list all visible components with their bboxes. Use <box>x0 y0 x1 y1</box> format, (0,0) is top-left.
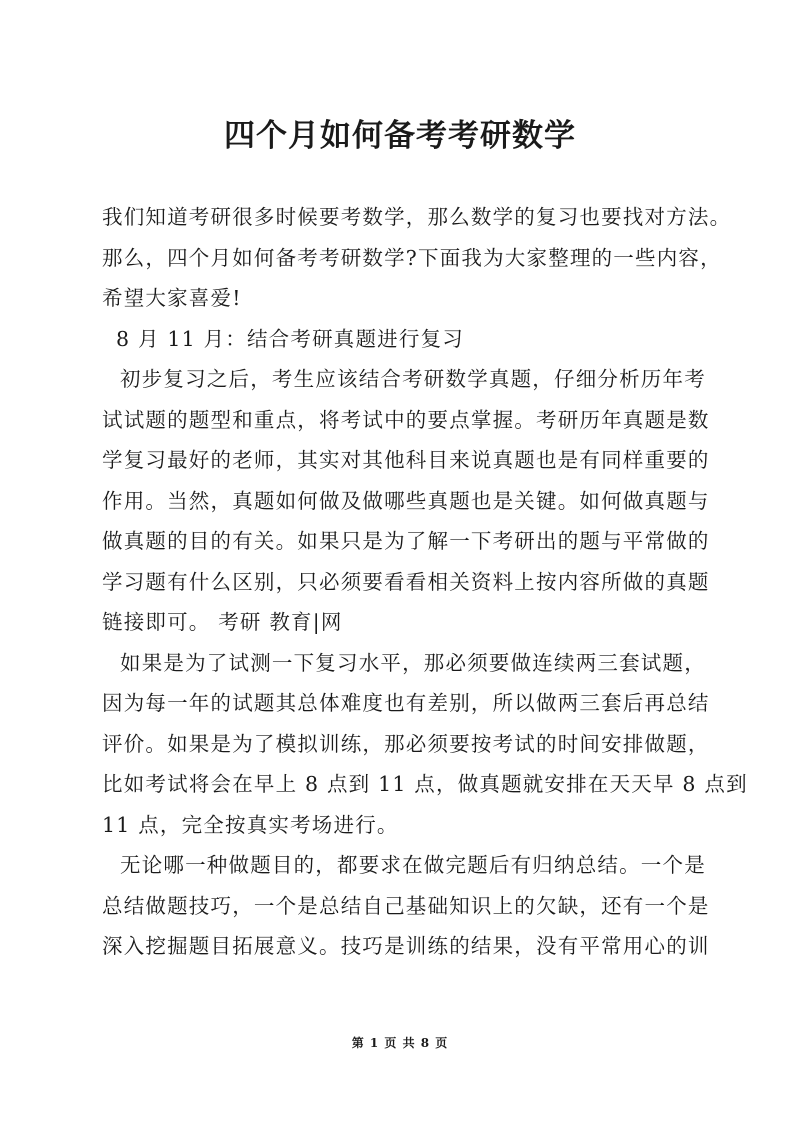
paragraph-line: 11 点，完全按真实考场进行。 <box>102 812 399 837</box>
paragraph-line: 链接即可。 考研 教育|网 <box>102 610 343 634</box>
document-title: 四个月如何备考考研数学 <box>224 118 576 154</box>
paragraph-line: 作用。当然，真题如何做及做哪些真题也是关键。如何做真题与 <box>102 488 710 513</box>
paragraph-line: 评价。如果是为了模拟训练，那必须要按考试的时间安排做题， <box>102 731 710 756</box>
page-footer: 第 1 页 共 8 页 <box>351 1036 449 1050</box>
paragraph-line: 学习题有什么区别，只必须要看看相关资料上按内容所做的真题 <box>102 569 710 594</box>
paragraph-line: 因为每一年的试题其总体难度也有差别，所以做两三套后再总结 <box>102 691 710 715</box>
paragraph-line: 比如考试将会在早上 8 点到 11 点，做真题就安排在天天早 8 点到 <box>102 772 748 796</box>
paragraph-line: 总结做题技巧，一个是总结自己基础知识上的欠缺，还有一个是 <box>102 893 710 918</box>
paragraph-line: 做真题的目的有关。如果只是为了解一下考研出的题与平常做的 <box>102 529 710 553</box>
paragraph-line: 那么，四个月如何备考考研数学?下面我为大家整理的一些内容， <box>102 245 722 270</box>
paragraph-line: 试试题的题型和重点，将考试中的要点掌握。考研历年真题是数 <box>102 407 710 432</box>
section-heading: 8 月 11 月：结合考研真题进行复习 <box>116 326 464 351</box>
paragraph-line: 如果是为了试测一下复习水平，那必须要做连续两三套试题， <box>120 650 706 675</box>
paragraph-line: 我们知道考研很多时候要考数学，那么数学的复习也要找对方法。 <box>102 205 732 229</box>
document-body <box>102 197 748 967</box>
paragraph-line: 初步复习之后，考生应该结合考研数学真题，仔细分析历年考 <box>120 367 706 391</box>
paragraph-line: 无论哪一种做题目的，都要求在做完题后有归纳总结。一个是 <box>120 853 706 877</box>
paragraph-line: 学复习最好的老师，其实对其他科目来说真题也是有同样重要的 <box>102 448 710 472</box>
paragraph-line: 深入挖掘题目拓展意义。技巧是训练的结果，没有平常用心的训 <box>102 934 710 958</box>
paragraph-line: 希望大家喜爱! <box>102 286 242 310</box>
